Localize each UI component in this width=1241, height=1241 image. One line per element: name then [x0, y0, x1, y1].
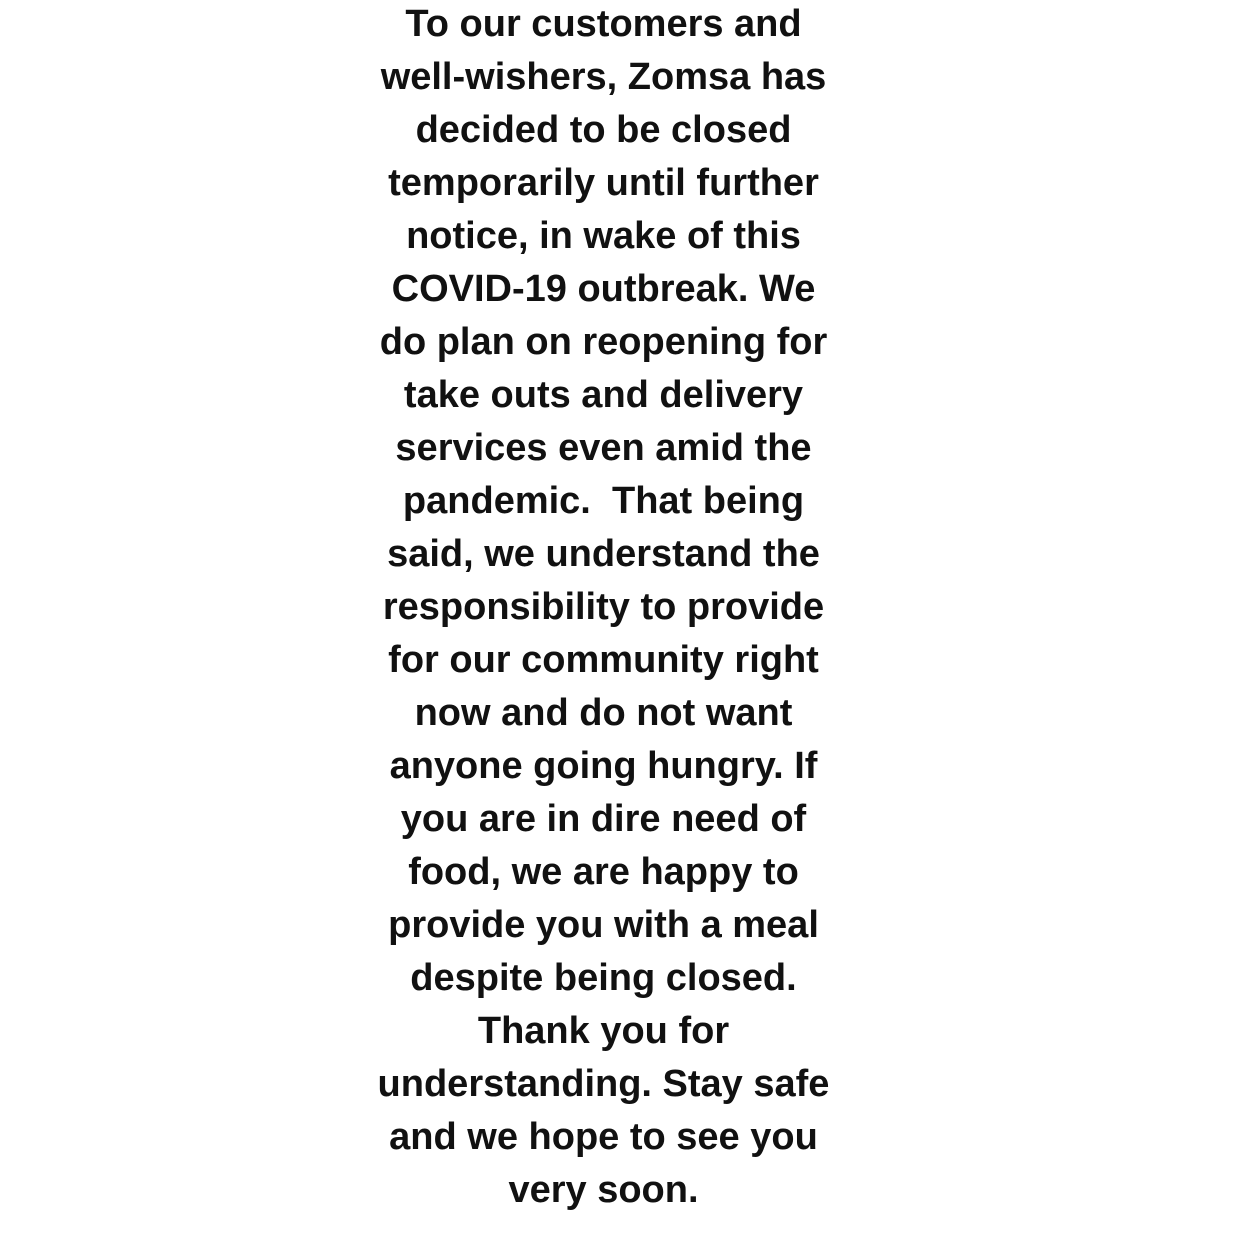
notice-line: To our customers and [405, 3, 802, 45]
notice-line: for our community right [388, 639, 819, 681]
notice-line: decided to be closed [415, 109, 792, 151]
notice-line: and we hope to see you [389, 1116, 818, 1158]
notice-line: now and do not want [414, 692, 793, 734]
notice-line: pandemic. That being [402, 480, 805, 522]
notice-line: said, we understand the [387, 533, 820, 575]
notice-line: services even amid the [395, 427, 812, 469]
notice-line: provide you with a meal [388, 904, 819, 946]
notice-line: notice, in wake of this [406, 215, 801, 257]
notice-line: you are in dire need of [400, 798, 807, 840]
notice-line: understanding. Stay safe [377, 1063, 830, 1105]
notice-line: COVID-19 outbreak. We [391, 268, 816, 310]
notice-line: despite being closed. [410, 957, 797, 999]
notice-line: well-wishers, Zomsa has [380, 56, 827, 98]
notice-line: do plan on reopening for [379, 321, 828, 363]
notice-line: anyone going hungry. If [389, 745, 818, 787]
notice-line: take outs and delivery [403, 374, 804, 416]
notice-line: Thank you for [477, 1010, 730, 1052]
notice-line: responsibility to provide [382, 586, 825, 628]
notice-line: very soon. [508, 1169, 699, 1211]
notice-line: food, we are happy to [408, 851, 799, 893]
notice-line: temporarily until further [388, 162, 819, 204]
